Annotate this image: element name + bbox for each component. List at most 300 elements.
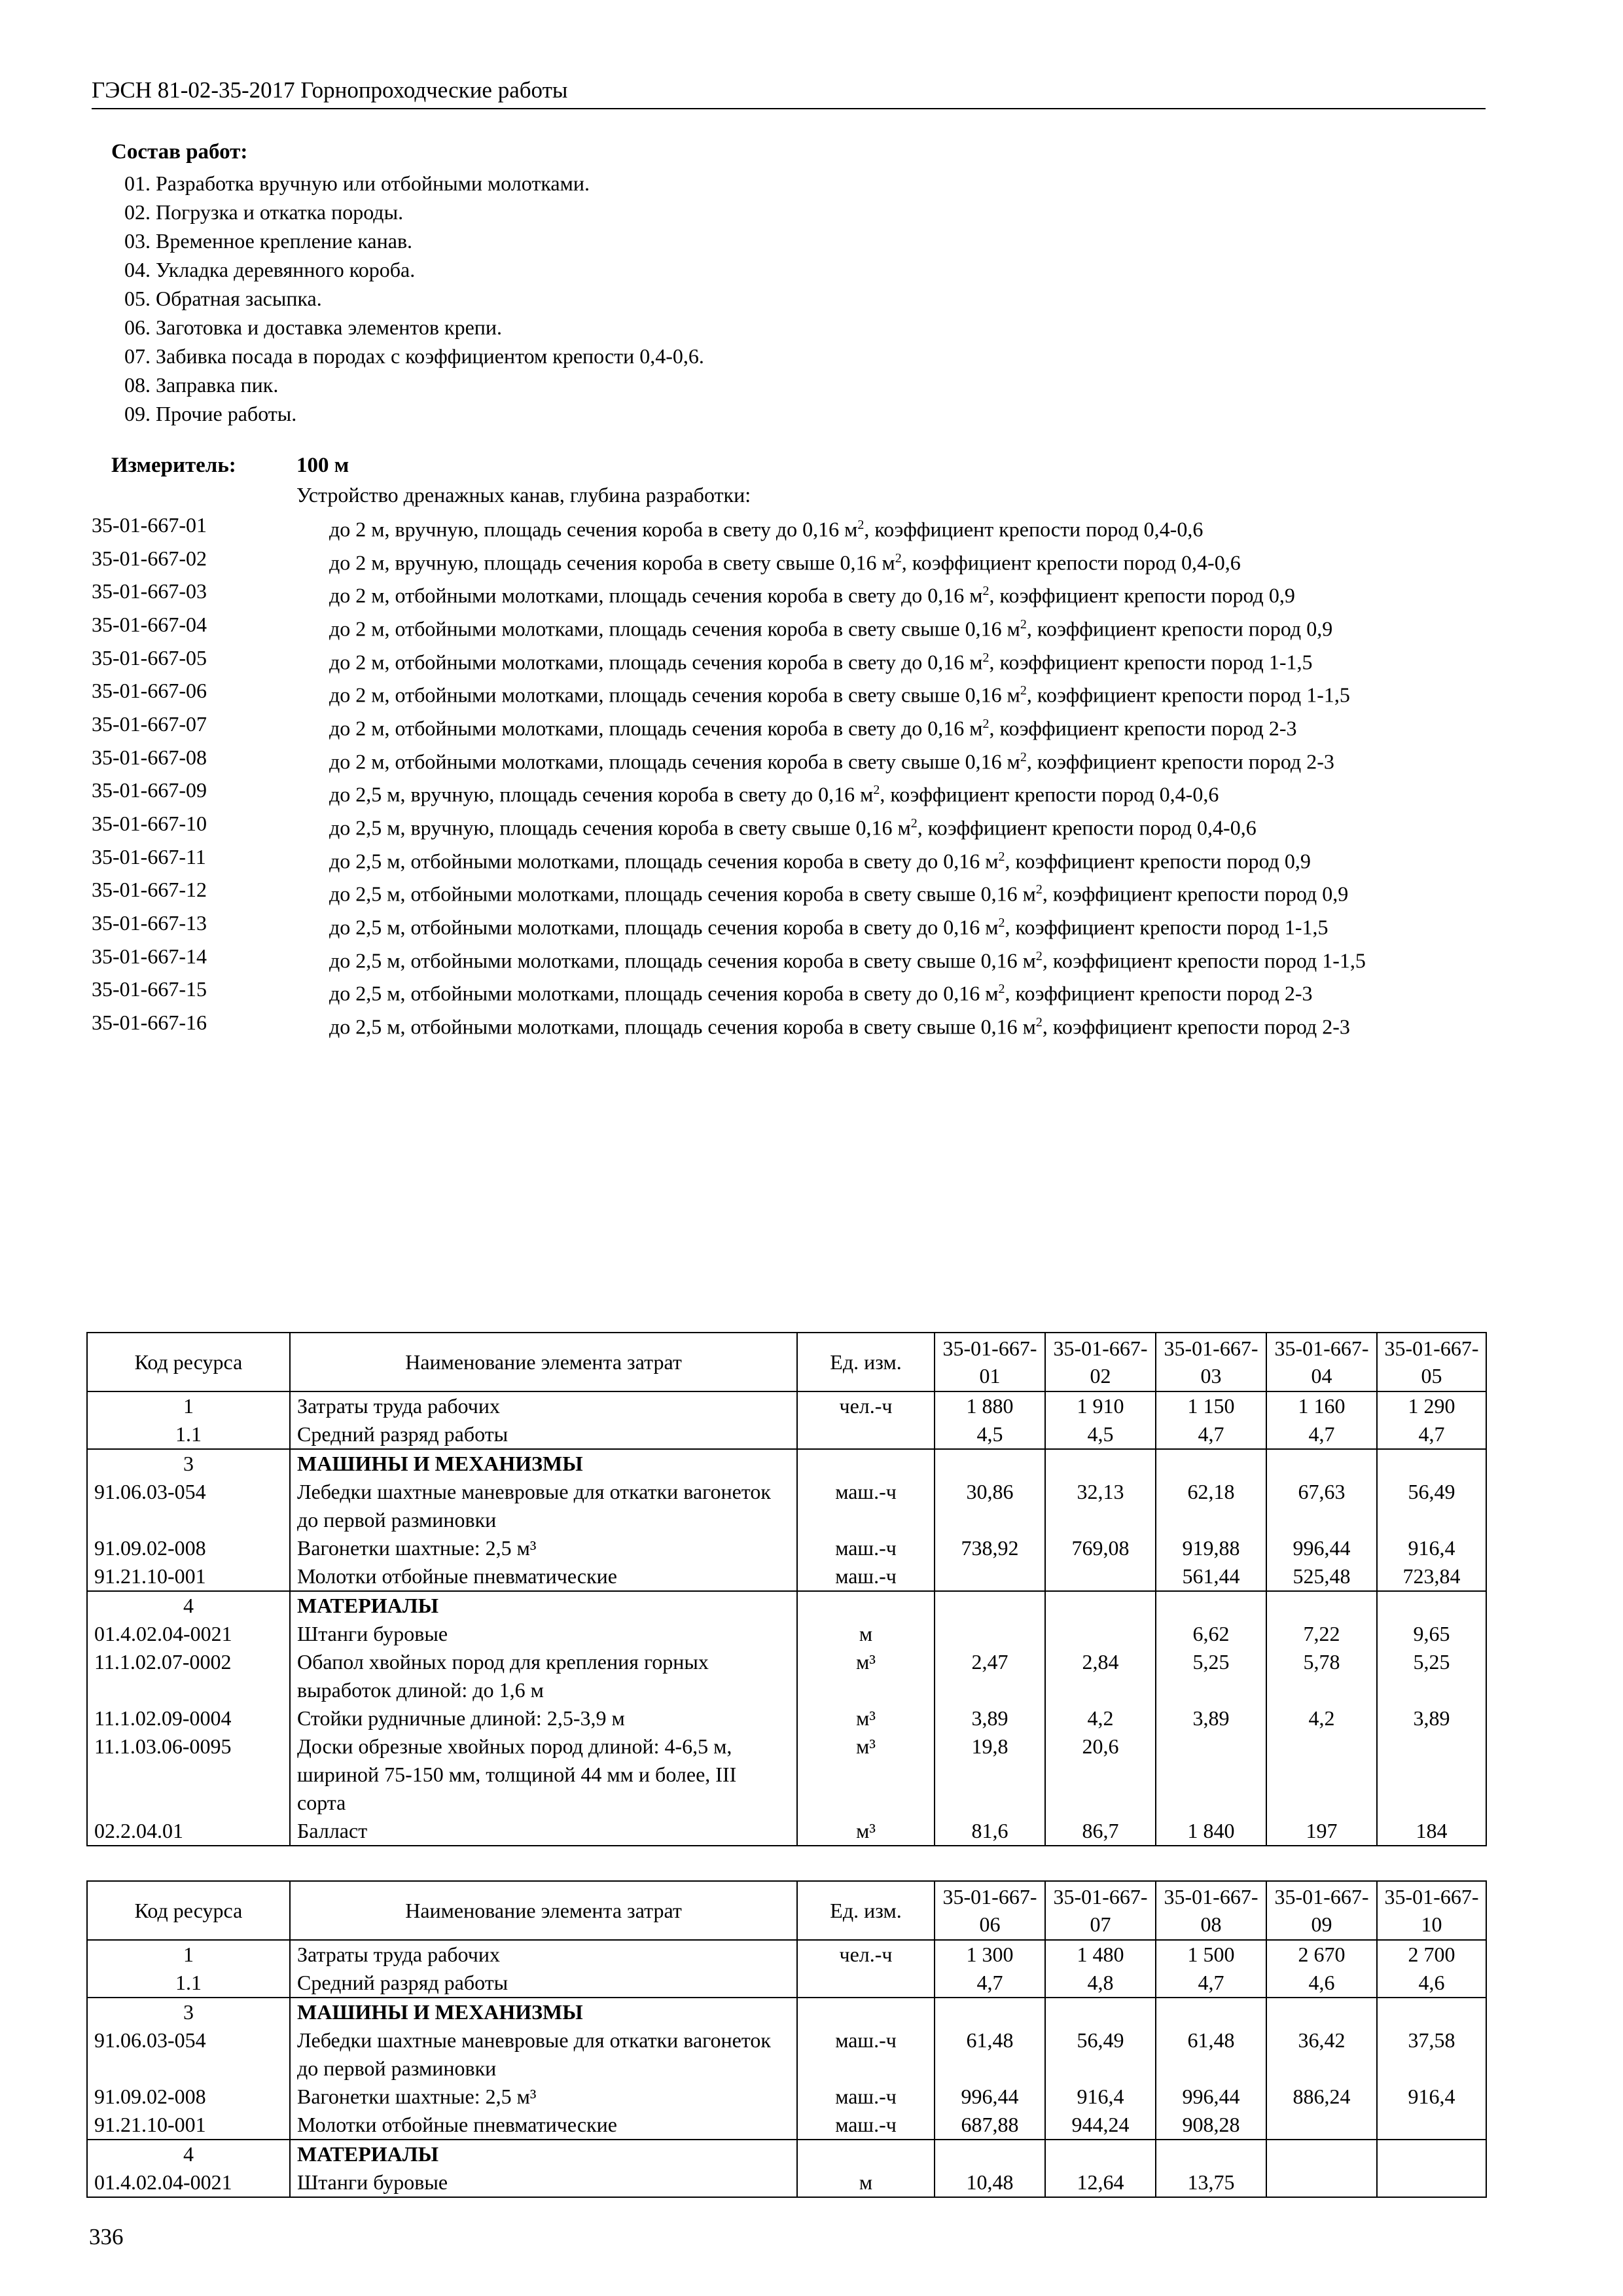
resource-name: Стойки рудничные длиной: 2,5-3,9 м: [290, 1704, 797, 1732]
measure-intro: Устройство дренажных канав, глубина разработки:: [296, 483, 751, 507]
norm-description: [329, 842, 1481, 876]
resource-value: [935, 1591, 1045, 1620]
resource-name: Штанги буровые: [290, 2168, 797, 2197]
norm-code: 35-01-667-12: [92, 878, 207, 902]
resource-value: 769,08: [1045, 1534, 1156, 1562]
resource-value: 1 880: [935, 1391, 1045, 1420]
resource-value: [935, 1562, 1045, 1591]
header-unit: Ед. изм.: [797, 1333, 935, 1391]
resource-code: 01.4.02.04-0021: [87, 2168, 290, 2197]
table-row: [87, 1449, 1486, 1478]
norm-description-text: до 2 м, отбойными молотками, площадь сечения короба в свету до 0,16 м: [329, 716, 983, 740]
resource-value: [1045, 1562, 1156, 1591]
resource-code: 11.1.03.06-0095: [87, 1732, 290, 1817]
norm-description-text: до 2 м, отбойными молотками, площадь сечения короба в свету до 0,16 м: [329, 583, 983, 607]
norm-item: [92, 511, 1486, 544]
resource-value: [935, 1620, 1045, 1648]
resource-value: 36,42: [1266, 2026, 1377, 2083]
header-norm-code: 35-01-667-01: [935, 1333, 1045, 1391]
norm-description-text: до 2,5 м, отбойными молотками, площадь сечения короба в свету до 0,16 м: [329, 915, 999, 939]
norm-item: [92, 975, 1486, 1008]
resource-name: Доски обрезные хвойных пород длиной: 4-6,5 м, шириной 75-150 мм, толщиной 44 мм и более, III сорта: [290, 1732, 797, 1817]
norm-description-text: до 2 м, отбойными молотками, площадь сечения короба в свету свыше 0,16 м: [329, 617, 1020, 641]
resource-code: 4: [87, 1591, 290, 1620]
resource-unit: м: [797, 2168, 935, 2197]
resource-value: [1156, 1591, 1266, 1620]
resource-value: 61,48: [1156, 2026, 1266, 2083]
norm-description: [329, 875, 1481, 908]
resource-unit: чел.-ч: [797, 1940, 935, 1969]
norm-description-text: до 2,5 м, отбойными молотками, площадь сечения короба в свету свыше 0,16 м: [329, 882, 1036, 906]
norm-code: 35-01-667-03: [92, 579, 207, 603]
table-row: [87, 2168, 1486, 2197]
resource-value: 916,4: [1377, 2083, 1486, 2111]
resource-code: 1: [87, 1940, 290, 1969]
resource-value: 81,6: [935, 1817, 1045, 1846]
header-norm-code: 35-01-667-05: [1377, 1333, 1486, 1391]
norm-description-text: , коэффициент крепости пород 0,4-0,6: [880, 782, 1219, 806]
norm-item: [92, 1008, 1486, 1041]
norm-description-text: до 2,5 м, вручную, площадь сечения короба в свету свыше 0,16 м: [329, 816, 911, 840]
norm-description-text: , коэффициент крепости пород 2-3: [1026, 749, 1334, 774]
resource-value: [1266, 1998, 1377, 2026]
norm-description: [329, 511, 1481, 544]
norm-code: 35-01-667-08: [92, 745, 207, 769]
resource-value: [1266, 1591, 1377, 1620]
table-row: [87, 1478, 1486, 1534]
resource-code: 3: [87, 1449, 290, 1478]
resource-value: 4,7: [1377, 1420, 1486, 1449]
resource-name: Балласт: [290, 1817, 797, 1846]
resource-unit: м³: [797, 1732, 935, 1817]
norm-description-text: до 2,5 м, отбойными молотками, площадь сечения короба в свету свыше 0,16 м: [329, 1014, 1036, 1039]
norm-item: [92, 776, 1486, 809]
resource-value: 3,89: [935, 1704, 1045, 1732]
table-row: [87, 2083, 1486, 2111]
resource-value: [1377, 1449, 1486, 1478]
resource-value: 10,48: [935, 2168, 1045, 2197]
superscript-2: 2: [1035, 948, 1043, 963]
norm-description: [329, 1008, 1481, 1041]
table-row: [87, 1817, 1486, 1846]
header-code: Код ресурса: [87, 1881, 290, 1940]
resource-value: 919,88: [1156, 1534, 1266, 1562]
norm-code: 35-01-667-07: [92, 711, 207, 736]
superscript-2: 2: [1020, 617, 1027, 632]
resource-unit: [797, 1969, 935, 1998]
header-name: Наименование элемента затрат: [290, 1881, 797, 1940]
norm-code: 35-01-667-14: [92, 944, 207, 968]
norm-description-text: , коэффициент крепости пород 2-3: [1042, 1014, 1350, 1039]
header-norm-code: 35-01-667-10: [1377, 1881, 1486, 1940]
header-divider: [92, 108, 1486, 109]
resource-value: 916,4: [1045, 2083, 1156, 2111]
resource-value: 5,25: [1156, 1648, 1266, 1704]
resource-unit: [797, 1998, 935, 2026]
resource-code: 11.1.02.07-0002: [87, 1648, 290, 1704]
norm-code: 35-01-667-05: [92, 645, 207, 670]
norm-description: [329, 743, 1481, 776]
resource-value: 4,7: [935, 1969, 1045, 1998]
table-row: [87, 1562, 1486, 1591]
norm-description: [329, 544, 1481, 577]
norm-description-text: до 2 м, отбойными молотками, площадь сечения короба в свету свыше 0,16 м: [329, 683, 1020, 707]
composition-item: 05. Обратная засыпка.: [124, 287, 322, 310]
resource-code: 4: [87, 2140, 290, 2168]
measure-value: 100 м: [296, 454, 349, 477]
resource-value: 996,44: [1266, 1534, 1377, 1562]
resource-value: 67,63: [1266, 1478, 1377, 1534]
page-header: ГЭСН 81-02-35-2017 Горнопроходческие работы: [92, 77, 568, 103]
resource-value: 2 670: [1266, 1940, 1377, 1969]
resource-unit: м³: [797, 1704, 935, 1732]
resource-code: 1.1: [87, 1969, 290, 1998]
resource-value: 32,13: [1045, 1478, 1156, 1534]
resource-name: Молотки отбойные пневматические: [290, 2111, 797, 2140]
resource-value: 916,4: [1377, 1534, 1486, 1562]
composition-list: [124, 169, 704, 428]
resource-value: 944,24: [1045, 2111, 1156, 2140]
resource-value: [1377, 1732, 1486, 1817]
norm-description-text: до 2 м, отбойными молотками, площадь сечения короба в свету до 0,16 м: [329, 650, 983, 674]
resource-value: [1045, 1591, 1156, 1620]
resource-value: 3,89: [1156, 1704, 1266, 1732]
resource-value: 1 290: [1377, 1391, 1486, 1420]
resource-unit: [797, 1420, 935, 1449]
resource-value: 197: [1266, 1817, 1377, 1846]
resource-unit: маш.-ч: [797, 2026, 935, 2083]
resource-value: 6,62: [1156, 1620, 1266, 1648]
table-row: [87, 1940, 1486, 1969]
norm-code: 35-01-667-11: [92, 844, 206, 869]
norm-description-text: , коэффициент крепости пород 1-1,5: [1042, 948, 1366, 973]
resource-code: 11.1.02.09-0004: [87, 1704, 290, 1732]
norm-item: [92, 809, 1486, 842]
resource-unit: [797, 1591, 935, 1620]
table-row: [87, 1732, 1486, 1817]
norm-code: 35-01-667-04: [92, 612, 207, 636]
resource-code: 91.06.03-054: [87, 2026, 290, 2083]
resource-value: 4,2: [1045, 1704, 1156, 1732]
resource-value: [1045, 1449, 1156, 1478]
superscript-2: 2: [1035, 882, 1043, 897]
resource-code: 01.4.02.04-0021: [87, 1620, 290, 1648]
resource-name: Молотки отбойные пневматические: [290, 1562, 797, 1591]
resource-name: МАШИНЫ И МЕХАНИЗМЫ: [290, 1449, 797, 1478]
composition-item: 01. Разработка вручную или отбойными молотками.: [124, 171, 590, 195]
norm-description: [329, 610, 1481, 643]
norm-list: [92, 511, 1486, 1041]
norm-description: [329, 975, 1481, 1008]
resource-name: Вагонетки шахтные: 2,5 м³: [290, 1534, 797, 1562]
resource-value: [1377, 2140, 1486, 2168]
norm-description-text: до 2 м, вручную, площадь сечения короба в свету до 0,16 м: [329, 517, 858, 541]
superscript-2: 2: [982, 584, 990, 599]
superscript-2: 2: [998, 849, 1005, 864]
composition-item: 07. Забивка посада в породах с коэффициентом крепости 0,4-0,6.: [124, 344, 704, 368]
table-row: [87, 2026, 1486, 2083]
resource-value: 19,8: [935, 1732, 1045, 1817]
resource-value: 2,84: [1045, 1648, 1156, 1704]
composition-item: 03. Временное крепление канав.: [124, 229, 413, 253]
table-row: [87, 1648, 1486, 1704]
resource-value: 2,47: [935, 1648, 1045, 1704]
resource-value: 37,58: [1377, 2026, 1486, 2083]
resource-value: 30,86: [935, 1478, 1045, 1534]
measure-label: Измеритель:: [111, 454, 236, 477]
norm-description-text: , коэффициент крепости пород 0,4-0,6: [917, 816, 1257, 840]
resource-value: [1266, 2140, 1377, 2168]
superscript-2: 2: [895, 550, 902, 565]
resource-value: 996,44: [1156, 2083, 1266, 2111]
norm-item: [92, 643, 1486, 677]
norm-description: [329, 643, 1481, 677]
norm-description-text: , коэффициент крепости пород 0,4-0,6: [864, 517, 1204, 541]
resource-unit: маш.-ч: [797, 1562, 935, 1591]
resource-value: [1156, 2140, 1266, 2168]
norm-item: [92, 676, 1486, 709]
resource-value: 561,44: [1156, 1562, 1266, 1591]
resource-code: 1.1: [87, 1420, 290, 1449]
table-header-row: [87, 1333, 1486, 1391]
resource-value: 2 700: [1377, 1940, 1486, 1969]
norm-item: [92, 908, 1486, 942]
norm-item: [92, 610, 1486, 643]
resource-value: 56,49: [1045, 2026, 1156, 2083]
resource-name: Затраты труда рабочих: [290, 1391, 797, 1420]
header-name: Наименование элемента затрат: [290, 1333, 797, 1391]
superscript-2: 2: [998, 915, 1005, 930]
resource-value: 56,49: [1377, 1478, 1486, 1534]
table-row: [87, 1391, 1486, 1420]
table-header-row: [87, 1881, 1486, 1940]
norm-description-text: , коэффициент крепости пород 0,9: [1026, 617, 1333, 641]
resource-value: [1377, 1998, 1486, 2026]
resource-value: 1 300: [935, 1940, 1045, 1969]
resource-value: [1045, 1998, 1156, 2026]
resource-value: 86,7: [1045, 1817, 1156, 1846]
norm-description-text: до 2 м, вручную, площадь сечения короба в свету свыше 0,16 м: [329, 550, 895, 575]
header-norm-code: 35-01-667-03: [1156, 1333, 1266, 1391]
table-row: [87, 1420, 1486, 1449]
norm-description: [329, 942, 1481, 975]
superscript-2: 2: [1020, 749, 1027, 764]
resource-value: 4,7: [1156, 1420, 1266, 1449]
resource-value: 1 910: [1045, 1391, 1156, 1420]
resource-code: 91.21.10-001: [87, 1562, 290, 1591]
resource-value: 1 160: [1266, 1391, 1377, 1420]
resource-value: [1156, 1449, 1266, 1478]
resource-value: 1 840: [1156, 1817, 1266, 1846]
resource-code: 3: [87, 1998, 290, 2026]
header-code: Код ресурса: [87, 1333, 290, 1391]
norm-description-text: , коэффициент крепости пород 0,4-0,6: [901, 550, 1241, 575]
resource-value: [1266, 1449, 1377, 1478]
resource-value: [935, 1998, 1045, 2026]
norm-description-text: , коэффициент крепости пород 1-1,5: [989, 650, 1313, 674]
resource-unit: м³: [797, 1817, 935, 1846]
table-row: [87, 1704, 1486, 1732]
resource-value: 723,84: [1377, 1562, 1486, 1591]
resource-value: 886,24: [1266, 2083, 1377, 2111]
resource-code: 91.09.02-008: [87, 2083, 290, 2111]
resource-name: Обапол хвойных пород для крепления горных выработок длиной: до 1,6 м: [290, 1648, 797, 1704]
header-norm-code: 35-01-667-08: [1156, 1881, 1266, 1940]
norm-description-text: до 2,5 м, отбойными молотками, площадь сечения короба в свету свыше 0,16 м: [329, 948, 1036, 973]
resource-name: Вагонетки шахтные: 2,5 м³: [290, 2083, 797, 2111]
resource-value: 4,5: [1045, 1420, 1156, 1449]
norm-description: [329, 809, 1481, 842]
resource-code: 02.2.04.01: [87, 1817, 290, 1846]
norm-code: 35-01-667-09: [92, 778, 207, 802]
resource-value: 4,7: [1266, 1420, 1377, 1449]
table-row: [87, 2111, 1486, 2140]
norm-item: [92, 743, 1486, 776]
resource-value: 9,65: [1377, 1620, 1486, 1648]
page-number: 336: [89, 2224, 124, 2250]
resource-name: Затраты труда рабочих: [290, 1940, 797, 1969]
resource-value: 5,78: [1266, 1648, 1377, 1704]
table-row: [87, 2140, 1486, 2168]
composition-item: 02. Погрузка и откатка породы.: [124, 200, 404, 224]
resource-code: 1: [87, 1391, 290, 1420]
composition-title: Состав работ:: [111, 140, 248, 164]
resource-unit: м: [797, 1620, 935, 1648]
norm-description-text: , коэффициент крепости пород 1-1,5: [1005, 915, 1329, 939]
norm-code: 35-01-667-15: [92, 977, 207, 1001]
norm-item: [92, 842, 1486, 876]
norm-description-text: , коэффициент крепости пород 2-3: [989, 716, 1297, 740]
resource-name: Средний разряд работы: [290, 1969, 797, 1998]
resource-value: [1266, 2111, 1377, 2140]
resource-value: 4,6: [1266, 1969, 1377, 1998]
resource-table-1: [86, 1332, 1487, 1846]
superscript-2: 2: [1035, 1014, 1043, 1030]
resource-value: 62,18: [1156, 1478, 1266, 1534]
table-row: [87, 1591, 1486, 1620]
norm-item: [92, 577, 1486, 610]
norm-code: 35-01-667-02: [92, 546, 207, 570]
header-norm-code: 35-01-667-04: [1266, 1333, 1377, 1391]
resource-name: Штанги буровые: [290, 1620, 797, 1648]
norm-description: [329, 776, 1481, 809]
resource-unit: маш.-ч: [797, 1478, 935, 1534]
norm-description-text: , коэффициент крепости пород 0,9: [1005, 849, 1311, 873]
resource-name: Лебедки шахтные маневровые для откатки вагонеток до первой разминовки: [290, 2026, 797, 2083]
norm-description: [329, 709, 1481, 743]
resource-unit: чел.-ч: [797, 1391, 935, 1420]
superscript-2: 2: [873, 783, 880, 798]
resource-value: [935, 2140, 1045, 2168]
header-norm-code: 35-01-667-02: [1045, 1333, 1156, 1391]
resource-value: 908,28: [1156, 2111, 1266, 2140]
composition-item: 09. Прочие работы.: [124, 402, 297, 425]
superscript-2: 2: [982, 650, 990, 665]
resource-value: 5,25: [1377, 1648, 1486, 1704]
resource-value: 738,92: [935, 1534, 1045, 1562]
norm-description-text: , коэффициент крепости пород 0,9: [989, 583, 1295, 607]
resource-unit: маш.-ч: [797, 1534, 935, 1562]
resource-value: 3,89: [1377, 1704, 1486, 1732]
resource-value: [1266, 1732, 1377, 1817]
resource-value: 4,6: [1377, 1969, 1486, 1998]
resource-value: 687,88: [935, 2111, 1045, 2140]
resource-code: 91.09.02-008: [87, 1534, 290, 1562]
resource-value: [1045, 1620, 1156, 1648]
resource-name: МАТЕРИАЛЫ: [290, 2140, 797, 2168]
resource-value: 4,7: [1156, 1969, 1266, 1998]
resource-value: [1045, 2140, 1156, 2168]
table-row: [87, 1998, 1486, 2026]
resource-value: 20,6: [1045, 1732, 1156, 1817]
resource-value: [935, 1449, 1045, 1478]
resource-code: 91.21.10-001: [87, 2111, 290, 2140]
superscript-2: 2: [982, 716, 990, 731]
resource-value: [1377, 2168, 1486, 2197]
resource-value: 996,44: [935, 2083, 1045, 2111]
norm-code: 35-01-667-10: [92, 811, 207, 835]
header-norm-code: 35-01-667-09: [1266, 1881, 1377, 1940]
norm-description-text: , коэффициент крепости пород 2-3: [1005, 981, 1313, 1005]
norm-description-text: до 2,5 м, отбойными молотками, площадь сечения короба в свету до 0,16 м: [329, 849, 999, 873]
resource-unit: [797, 2140, 935, 2168]
resource-value: [1266, 2168, 1377, 2197]
norm-item: [92, 875, 1486, 908]
composition-item: 06. Заготовка и доставка элементов крепи.: [124, 315, 503, 339]
resource-unit: м³: [797, 1648, 935, 1704]
norm-item: [92, 544, 1486, 577]
header-unit: Ед. изм.: [797, 1881, 935, 1940]
resource-name: МАТЕРИАЛЫ: [290, 1591, 797, 1620]
norm-code: 35-01-667-01: [92, 513, 207, 537]
resource-unit: маш.-ч: [797, 2083, 935, 2111]
superscript-2: 2: [910, 816, 918, 831]
resource-value: 13,75: [1156, 2168, 1266, 2197]
resource-value: 1 480: [1045, 1940, 1156, 1969]
norm-description: [329, 908, 1481, 942]
resource-value: [1156, 1998, 1266, 2026]
resource-value: 12,64: [1045, 2168, 1156, 2197]
resource-value: 4,5: [935, 1420, 1045, 1449]
composition-item: 04. Укладка деревянного короба.: [124, 258, 416, 281]
superscript-2: 2: [998, 982, 1005, 997]
norm-description-text: до 2,5 м, вручную, площадь сечения короба в свету до 0,16 м: [329, 782, 874, 806]
resource-value: [1377, 1591, 1486, 1620]
norm-description: [329, 577, 1481, 610]
norm-item: [92, 709, 1486, 743]
norm-description-text: , коэффициент крепости пород 1-1,5: [1026, 683, 1350, 707]
norm-description-text: , коэффициент крепости пород 0,9: [1042, 882, 1349, 906]
norm-description-text: до 2,5 м, отбойными молотками, площадь сечения короба в свету до 0,16 м: [329, 981, 999, 1005]
header-norm-code: 35-01-667-06: [935, 1881, 1045, 1940]
resource-name: Средний разряд работы: [290, 1420, 797, 1449]
norm-description-text: до 2 м, отбойными молотками, площадь сечения короба в свету свыше 0,16 м: [329, 749, 1020, 774]
resource-value: 525,48: [1266, 1562, 1377, 1591]
resource-table-2: [86, 1880, 1487, 2198]
resource-unit: [797, 1449, 935, 1478]
resource-value: 4,2: [1266, 1704, 1377, 1732]
resource-value: [1377, 2111, 1486, 2140]
table-row: [87, 1969, 1486, 1998]
norm-item: [92, 942, 1486, 975]
resource-unit: маш.-ч: [797, 2111, 935, 2140]
resource-value: 61,48: [935, 2026, 1045, 2083]
norm-code: 35-01-667-06: [92, 679, 207, 703]
norm-code: 35-01-667-16: [92, 1010, 207, 1034]
resource-value: 7,22: [1266, 1620, 1377, 1648]
resource-value: 1 150: [1156, 1391, 1266, 1420]
resource-value: 4,8: [1045, 1969, 1156, 1998]
